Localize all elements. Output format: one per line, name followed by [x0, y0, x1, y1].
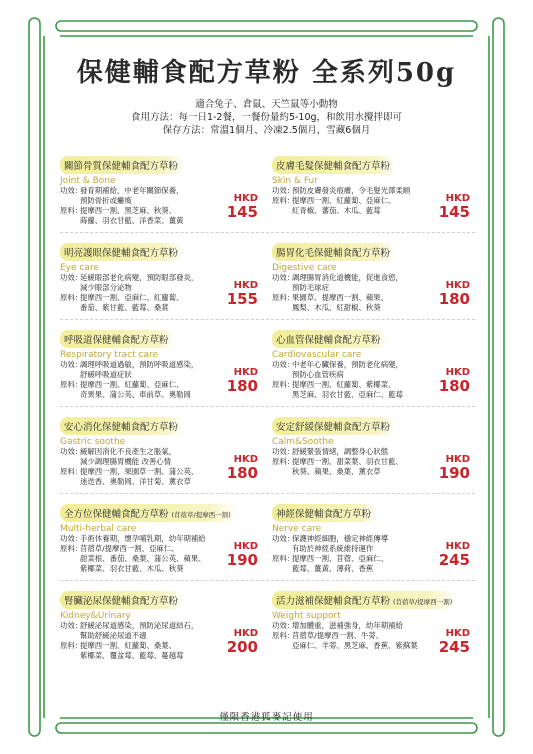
- effect-label: 功效：: [272, 360, 295, 369]
- ingredients-text: 迷迭香、奧勒岡、洋甘菊、薰衣草: [80, 477, 191, 486]
- ingredients-label: 原料：: [272, 196, 295, 205]
- row-divider: [60, 319, 475, 320]
- effect-label: 功效：: [60, 447, 83, 456]
- price-tag: [439, 455, 470, 481]
- price-tag: [227, 455, 258, 481]
- price-tag: [439, 368, 470, 394]
- product-name-zh-text: 皮膚毛髮保健輔食配方草粉: [276, 161, 391, 172]
- price-tag: [227, 542, 258, 568]
- product-name-zh: [272, 330, 387, 348]
- ingredients-label: 原料：: [60, 380, 83, 389]
- effect-text: 減少調理腸胃機能 改善心情: [80, 457, 172, 466]
- product-card: [272, 328, 470, 400]
- price-currency: HKD: [445, 454, 470, 465]
- ingredients-text: 蒔蘿、羽衣甘藍、洋香菜、薑黃: [80, 216, 184, 225]
- ingredients-text: 紫椰菜、羽衣甘藍、木瓜、秋葵: [80, 564, 184, 573]
- product-name-note: (苜蓿草/提摩西一割): [171, 511, 231, 519]
- effect-text: 預防骨折或癱瘓: [80, 196, 132, 205]
- effect-label: 功效：: [272, 186, 295, 195]
- ingredients-label: 原料：: [60, 544, 83, 553]
- ingredients-text: 苜蓿草/提摩西一割、牛蒡、: [292, 631, 384, 640]
- price-currency: HKD: [233, 541, 258, 552]
- price-currency: HKD: [233, 367, 258, 378]
- ingredients-text: 提摩西一割、亞麻仁、紅蘿蔔、: [80, 293, 184, 302]
- ingredients-text: 甜菜根、番茄、桑葉、蒲公英、蘋果、: [80, 554, 206, 563]
- price-tag: [439, 281, 470, 307]
- effect-label: 功效：: [60, 534, 83, 543]
- product-card: [60, 502, 258, 574]
- effect-label: 功效：: [60, 621, 83, 630]
- product-name-zh: [272, 504, 377, 522]
- price-tag: [227, 194, 258, 220]
- product-name-en: Weight support: [272, 611, 341, 621]
- product-name-en: Respiratory tract care: [60, 350, 159, 360]
- price-amount: 245: [438, 551, 470, 569]
- ingredients-text: 提摩西一割、紅蘿蔔、亞麻仁、: [80, 380, 184, 389]
- price-currency: HKD: [445, 193, 470, 204]
- product-name-en: Multi-herbal care: [60, 524, 137, 534]
- ingredients-text: 提摩西一割、黑芝麻、秋葵、: [80, 206, 177, 215]
- price-amount: 190: [226, 551, 258, 569]
- product-card: [60, 415, 258, 487]
- effect-text: 保護神經細胞，穩定神經傳導: [292, 534, 389, 543]
- product-card: [60, 241, 258, 313]
- ingredients-text: 提摩西一割、甜菜葉、羽衣甘藍、: [292, 457, 403, 466]
- ingredients-text: 提摩西一割、紅蘿蔔、亞麻仁、: [292, 196, 396, 205]
- effect-label: 功效：: [272, 273, 295, 282]
- effect-text: 預防心血管疾病: [292, 370, 344, 379]
- effect-text: 預防皮膚發炎痕癢，令毛髮光澤柔順: [292, 186, 411, 195]
- effect-label: 功效：: [272, 447, 295, 456]
- price-tag: [439, 542, 470, 568]
- product-card: [272, 154, 470, 221]
- product-name-zh: [60, 504, 237, 522]
- ingredients-text: 亞麻仁、羊蒡、黑芝麻、香蕉、紫蘇葉: [292, 641, 418, 650]
- product-name-zh: [272, 243, 396, 261]
- product-name-zh: [60, 591, 184, 609]
- product-name-en: Joint & Bone: [60, 176, 116, 186]
- price-tag: [227, 368, 258, 394]
- effect-text: 緩解因消化不良產生之脹氣，: [80, 447, 177, 456]
- ingredients-text: 藍莓、薑黃、薄荷、香蕉: [292, 564, 374, 573]
- intro-line: 適合兔子、倉鼠、天竺鼠等小動物: [195, 99, 338, 110]
- effect-text: 有助於神經系統維持運作: [292, 544, 374, 553]
- ingredients-label: 原料：: [272, 457, 295, 466]
- product-card: [272, 589, 470, 656]
- product-name-zh-text: 全方位保健輔食配方草粉: [64, 509, 169, 520]
- product-card: [60, 154, 258, 226]
- product-name-zh: [60, 156, 184, 174]
- price-tag: [439, 194, 470, 220]
- price-amount: 180: [226, 464, 258, 482]
- ingredients-label: 原料：: [272, 554, 295, 563]
- effect-text: 減少眼部分泌物: [80, 283, 132, 292]
- product-name-zh-text: 神經保健輔食配方草粉: [276, 509, 372, 520]
- ingredients-label: 原料：: [60, 641, 83, 650]
- ingredients-text: 提摩西一割、紅蘿蔔、紫椰菜、: [292, 380, 396, 389]
- product-name-zh-text: 安心消化保健輔食配方草粉: [64, 422, 179, 433]
- row-divider: [60, 580, 475, 581]
- intro-line: 保存方法：常溫1個月、冷凍2.5個月，雪藏6個月: [162, 125, 371, 136]
- intro-line: 食用方法：每一日1-2餐，一餐份量約5-10g，和飲用水攪拌即可: [130, 112, 403, 123]
- product-name-en: Gastric soothe: [60, 437, 126, 447]
- effect-text: 調理腸胃消化道機能，促進食慾，: [292, 273, 403, 282]
- product-name-note: (苜蓿草/提摩西一割): [393, 598, 453, 606]
- product-name-zh-text: 心血管保健輔食配方草粉: [276, 335, 381, 346]
- product-name-en: Skin & Fur: [272, 176, 318, 186]
- price-currency: HKD: [233, 280, 258, 291]
- effect-text: 幫助舒緩泌尿道不適: [80, 631, 147, 640]
- price-currency: HKD: [233, 193, 258, 204]
- product-name-zh-text: 明亮護眼保健輔食配方草粉: [64, 248, 179, 259]
- product-card: [272, 502, 470, 574]
- ingredients-label: 原料：: [272, 631, 295, 640]
- effect-label: 功效：: [60, 273, 83, 282]
- ingredients-label: 原料：: [60, 467, 83, 476]
- price-amount: 145: [438, 203, 470, 221]
- effect-text: 預防毛球症: [292, 283, 329, 292]
- ingredients-text: 奇異果、蒲公英、車前草、奧勒岡: [80, 390, 191, 399]
- effect-text: 舒緩緊張情緒，調整身心狀態: [292, 447, 389, 456]
- product-name-en: Calm&Soothe: [272, 437, 334, 447]
- price-tag: [227, 629, 258, 655]
- ingredients-text: 番茄、紫甘藍、藍莓、桑葚: [80, 303, 169, 312]
- page-title: 保健輔食配方草粉 全系列50g: [76, 58, 457, 88]
- price-currency: HKD: [233, 454, 258, 465]
- effect-text: 增加體重，滋補強身，幼年期補給: [292, 621, 403, 630]
- price-amount: 145: [226, 203, 258, 221]
- ingredients-text: 秋葵、蘋果、桑葉、薰衣草: [292, 467, 381, 476]
- effect-text: 延緩眼部老化病變，預防眼部發炎，: [80, 273, 199, 282]
- effect-text: 舒緩呼吸道症狀: [80, 370, 132, 379]
- effect-text: 手術休養期，懷孕哺乳期，幼年期補給: [80, 534, 206, 543]
- ingredients-label: 原料：: [272, 293, 295, 302]
- product-name-zh: [60, 417, 184, 435]
- row-divider: [60, 232, 475, 233]
- product-card: [60, 328, 258, 400]
- product-name-en: Nerve care: [272, 524, 322, 534]
- price-currency: HKD: [445, 628, 470, 639]
- price-amount: 200: [226, 638, 258, 656]
- product-name-en: Kidney&Urinary: [60, 611, 131, 621]
- product-name-zh: [272, 156, 396, 174]
- price-amount: 180: [438, 290, 470, 308]
- product-name-zh: [272, 417, 396, 435]
- price-tag: [439, 629, 470, 655]
- ingredients-text: 提摩西一割、苜蓿、亞麻仁、: [292, 554, 389, 563]
- effect-text: 中老年心臟保養，預防老化病變，: [292, 360, 403, 369]
- ingredients-label: 原料：: [60, 206, 83, 215]
- ingredients-text: 果園草、提摩西一割、蘋果、: [292, 293, 389, 302]
- price-currency: HKD: [445, 541, 470, 552]
- ingredients-label: 原料：: [60, 293, 83, 302]
- product-name-zh: [272, 591, 458, 609]
- ingredients-text: 鳳梨、木瓜、紅甜椒、秋葵: [292, 303, 381, 312]
- effect-label: 功效：: [272, 534, 295, 543]
- ingredients-text: 紫椰菜、覆盆莓、藍莓、蔓越莓: [80, 651, 184, 660]
- product-card: [60, 589, 258, 661]
- effect-label: 功效：: [60, 360, 83, 369]
- footer-note: 僅限香港狐麥記使用: [219, 712, 314, 723]
- product-name-zh-text: 關節骨質保健輔食配方草粉: [64, 161, 179, 172]
- product-card: [272, 415, 470, 482]
- ingredients-label: 原料：: [272, 380, 295, 389]
- price-amount: 180: [438, 377, 470, 395]
- effect-text: 調理呼吸道過敏，預防呼吸道感染，: [80, 360, 199, 369]
- product-name-zh-text: 活力滋補保健輔食配方草粉: [276, 596, 391, 607]
- intro-block: [0, 98, 533, 137]
- effect-text: 舒緩泌尿道感染，預防泌尿道結石，: [80, 621, 199, 630]
- effect-label: 功效：: [272, 621, 295, 630]
- ingredients-text: 苜蓿草/提摩西一割、亞麻仁、: [80, 544, 179, 553]
- row-divider: [60, 493, 475, 494]
- product-name-zh-text: 呼吸道保健輔食配方草粉: [64, 335, 169, 346]
- product-name-en: Eye care: [60, 263, 99, 273]
- price-tag: [227, 281, 258, 307]
- effect-label: 功效：: [60, 186, 83, 195]
- product-name-en: Cardiovascular care: [272, 350, 362, 360]
- price-amount: 190: [438, 464, 470, 482]
- product-name-zh: [60, 243, 184, 261]
- price-currency: HKD: [445, 367, 470, 378]
- price-amount: 180: [226, 377, 258, 395]
- ingredients-text: 黑芝麻、羽衣甘藍、亞麻仁、藍莓: [292, 390, 403, 399]
- price-amount: 245: [438, 638, 470, 656]
- product-card: [272, 241, 470, 313]
- product-name-zh-text: 腸胃化毛保健輔食配方草粉: [276, 248, 391, 259]
- row-divider: [60, 406, 475, 407]
- product-name-zh-text: 安定舒緩保健輔食配方草粉: [276, 422, 391, 433]
- price-amount: 155: [226, 290, 258, 308]
- price-currency: HKD: [445, 280, 470, 291]
- price-currency: HKD: [233, 628, 258, 639]
- ingredients-text: 紅青椒、蕃茄、木瓜、藍莓: [292, 206, 381, 215]
- ingredients-text: 提摩西一割、果園草一割、蒲公英、: [80, 467, 199, 476]
- effect-text: 發育期補給，中老年關節保養，: [80, 186, 184, 195]
- product-name-en: Digestive care: [272, 263, 337, 273]
- ingredients-text: 提摩西一割、紅蘿蔔、桑葉、: [80, 641, 177, 650]
- product-name-zh-text: 腎臟泌尿保健輔食配方草粉: [64, 596, 179, 607]
- product-name-zh: [60, 330, 175, 348]
